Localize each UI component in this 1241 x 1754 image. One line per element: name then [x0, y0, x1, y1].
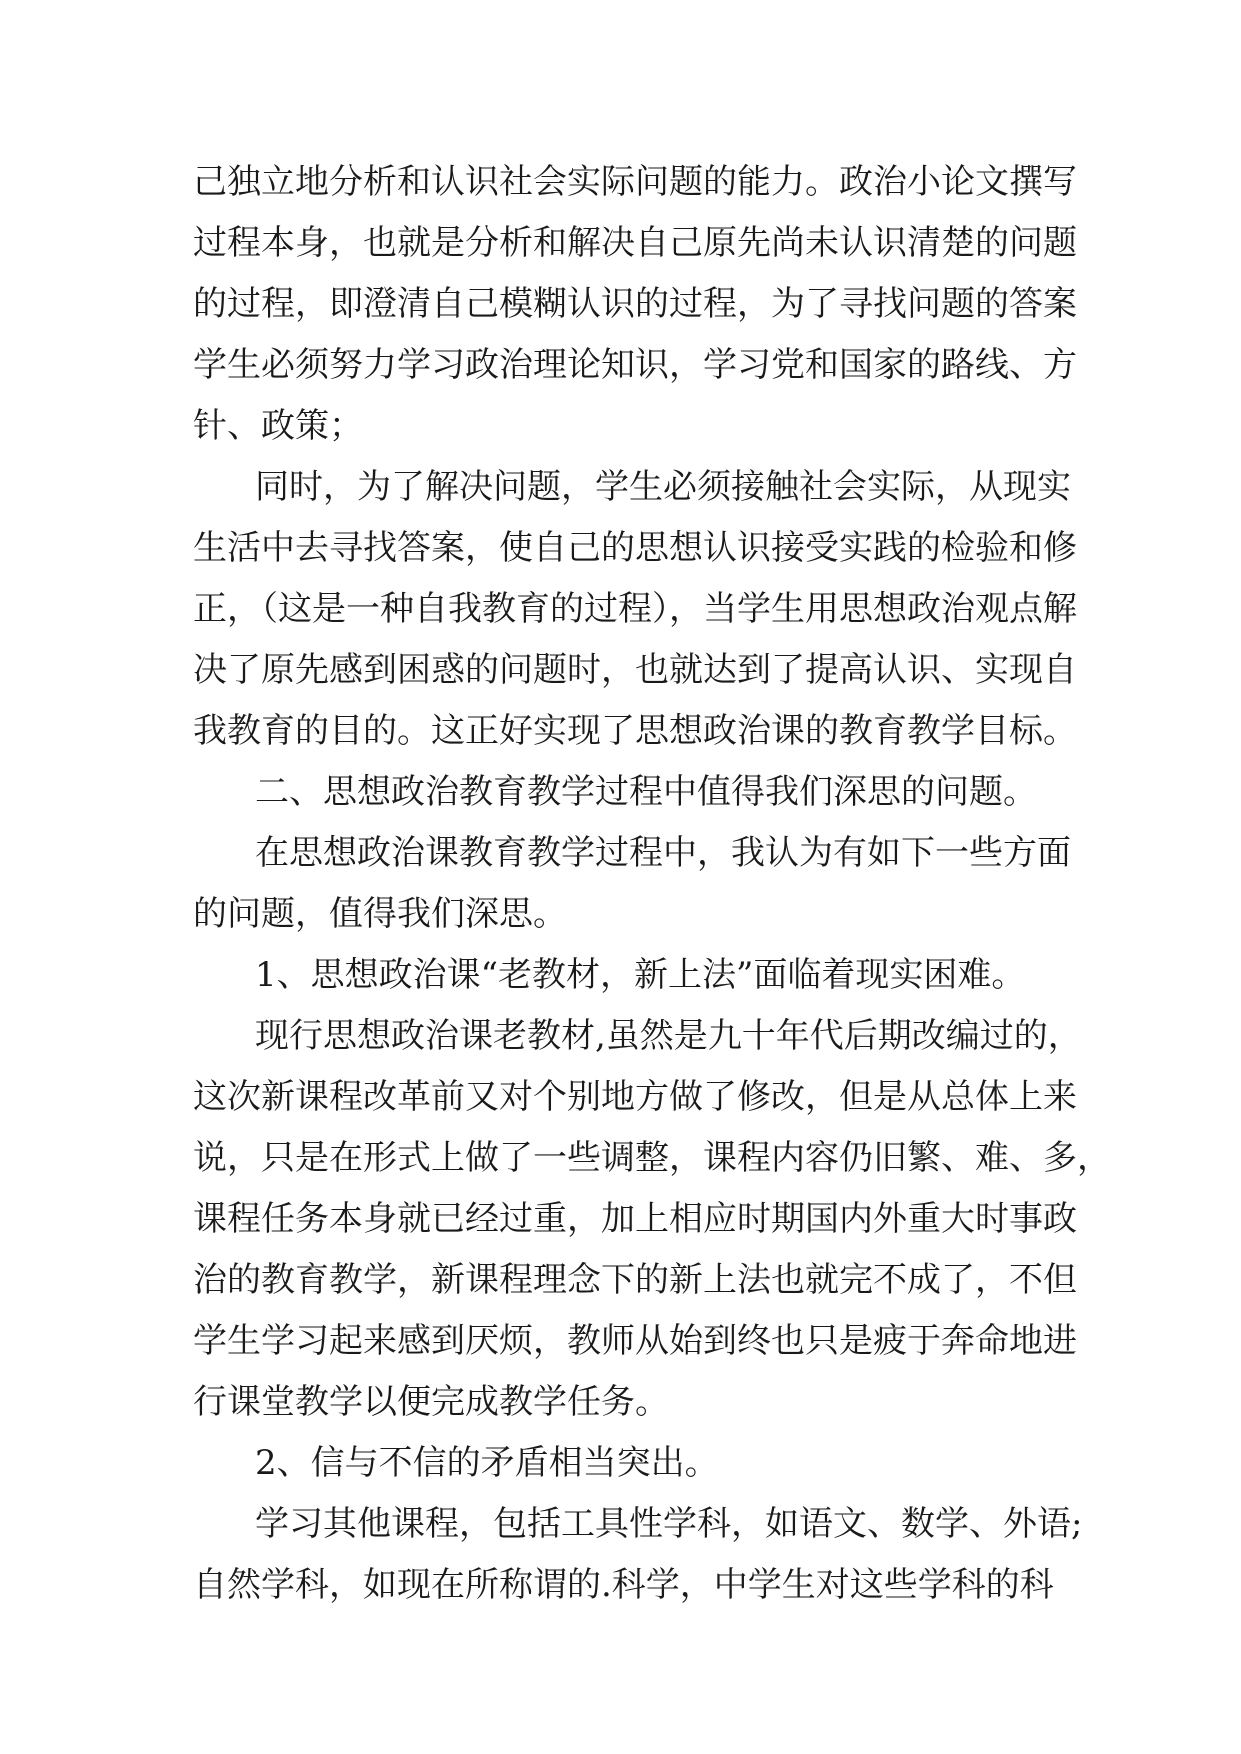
text-line: 己独立地分析和认识社会实际问题的能力。政治小论文撰写: [193, 162, 1077, 202]
text-line: 我教育的目的。这正好实现了思想政治课的教育教学目标。: [193, 711, 1077, 751]
text-line: 生活中去寻找答案，使自己的思想认识接受实践的检验和修: [193, 528, 1077, 568]
text-line: 说，只是在形式上做了一些调整，课程内容仍旧繁、难、多，: [193, 1138, 1111, 1178]
text-line: 学生学习起来感到厌烦，教师从始到终也只是疲于奔命地进: [193, 1321, 1077, 1361]
paragraph-first-line: 二、思想政治教育教学过程中值得我们深思的问题。: [255, 772, 1037, 812]
text-line: 自然学科，如现在所称谓的.科学，中学生对这些学科的科: [193, 1565, 1054, 1605]
paragraph-first-line: 现行思想政治课老教材,虽然是九十年代后期改编过的，: [255, 1016, 1082, 1056]
text-line: 的问题，值得我们深思。: [193, 894, 567, 934]
text-line: 过程本身，也就是分析和解决自己原先尚未认识清楚的问题: [193, 223, 1077, 263]
paragraph-first-line: 学习其他课程，包括工具性学科，如语文、数学、外语;: [255, 1504, 1083, 1544]
text-line: 这次新课程改革前又对个别地方做了修改，但是从总体上来: [193, 1077, 1077, 1117]
paragraph-first-line: 1、思想政治课“老教材，新上法”面临着现实困难。: [255, 955, 1026, 995]
text-line: 正，（这是一种自我教育的过程），当学生用思想政治观点解: [193, 589, 1077, 629]
paragraph-first-line: 同时，为了解决问题，学生必须接触社会实际，从现实: [255, 467, 1071, 507]
text-line: 治的教育教学，新课程理念下的新上法也就完不成了，不但: [193, 1260, 1077, 1300]
document-body: [193, 152, 1111, 1616]
text-line: 课程任务本身就已经过重，加上相应时期国内外重大时事政: [193, 1199, 1077, 1239]
paragraph-first-line: 2、信与不信的矛盾相当突出。: [255, 1443, 719, 1483]
text-line: 针、政策；: [193, 406, 363, 446]
text-line: 行课堂教学以便完成教学任务。: [193, 1382, 669, 1422]
text-line: 决了原先感到困惑的问题时，也就达到了提高认识、实现自: [193, 650, 1077, 690]
text-line: 的过程，即澄清自己模糊认识的过程，为了寻找问题的答案: [193, 284, 1077, 324]
paragraph-first-line: 在思想政治课教育教学过程中，我认为有如下一些方面: [255, 833, 1071, 873]
text-line: 学生必须努力学习政治理论知识，学习党和国家的路线、方: [193, 345, 1077, 385]
